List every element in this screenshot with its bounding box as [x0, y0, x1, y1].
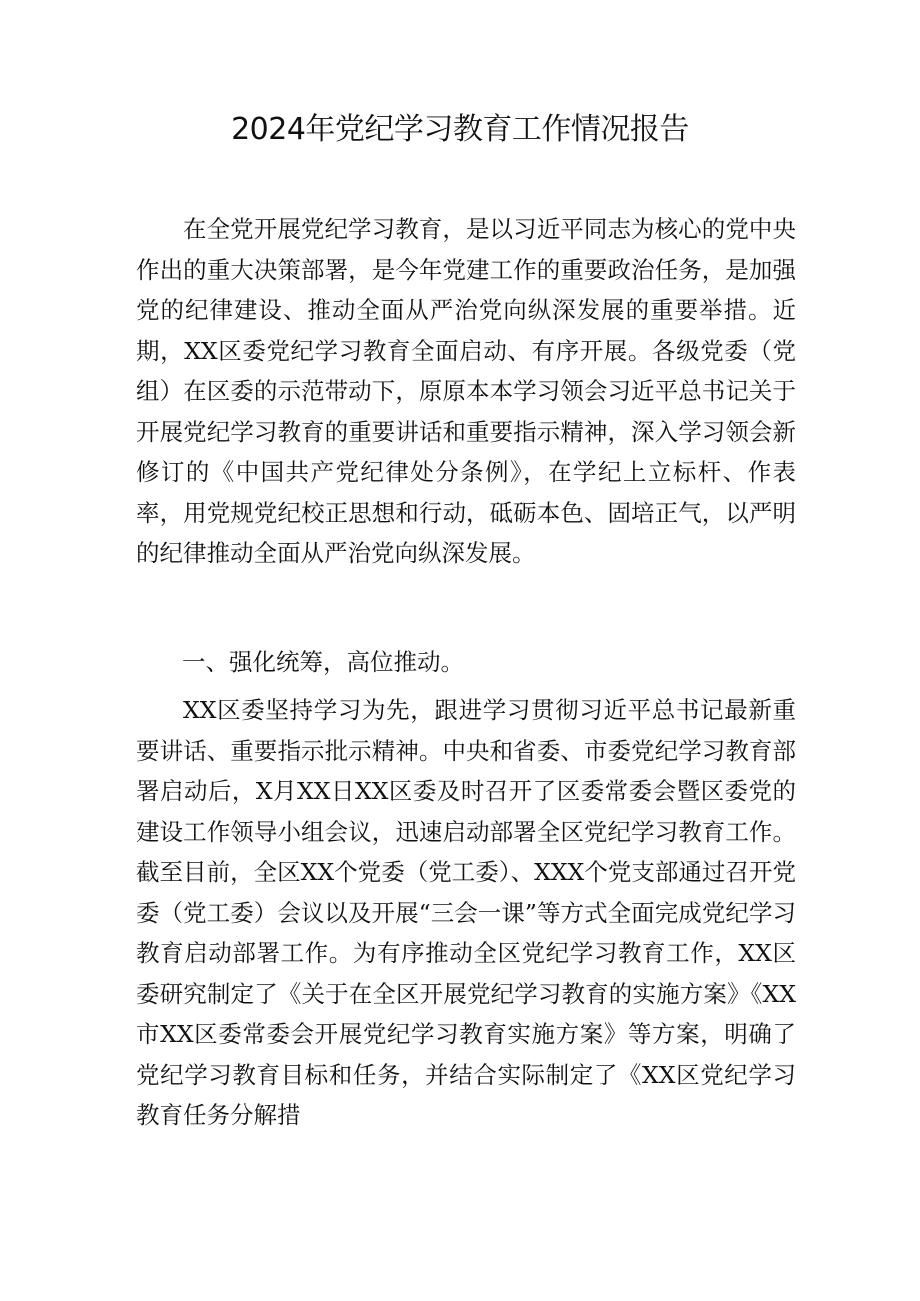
document-title: 2024年党纪学习教育工作情况报告 — [231, 112, 689, 147]
section-heading: 一、强化统筹，高位推动。 — [182, 648, 464, 676]
paragraph-section-1: XX区委坚持学习为先，跟进学习贯彻习近平总书记最新重要讲话、重要指示批示精神。中央和省委、市委党纪学习教育部署启动后，X月XX日XX区委及时召开了区委常委会暨区委党的建设工作领导小组会议，迅速启动部署全区党纪学习教育工作。截至目前，全区XX个党委（党工委）、XXX个党支部通过召开党委（党工委）会议以及开展“三会一课”等方式全面完成党纪学习教育启动部署工作。为有序推动全区党纪学习教育工作，XX区委研究制定了《关于在全区开展党纪学习教育的实施方案》《XX市XX区委常委会开展党纪学习教育实施方案》等方案，明确了党纪学习教育目标和任务，并结合实际制定了《XX区党纪学习教育任务分解措 — [136, 696, 796, 1129]
paragraph-intro: 在全党开展党纪学习教育，是以习近平同志为核心的党中央作出的重大决策部署，是今年党建工作的重要政治任务，是加强党的纪律建设、推动全面从严治党向纵深发展的重要举措。近期，XX区委党纪学习教育全面启动、有序开展。各级党委（党组）在区委的示范带动下，原原本本学习领会习近平总书记关于开展党纪学习教育的重要讲话和重要指示精神，深入学习领会新修订的《中国共产党纪律处分条例》，在学纪上立标杆、作表率，用党规党纪校正思想和行动，砥砺本色、固培正气，以严明的纪律推动全面从严治党向纵深发展。 — [136, 215, 796, 567]
